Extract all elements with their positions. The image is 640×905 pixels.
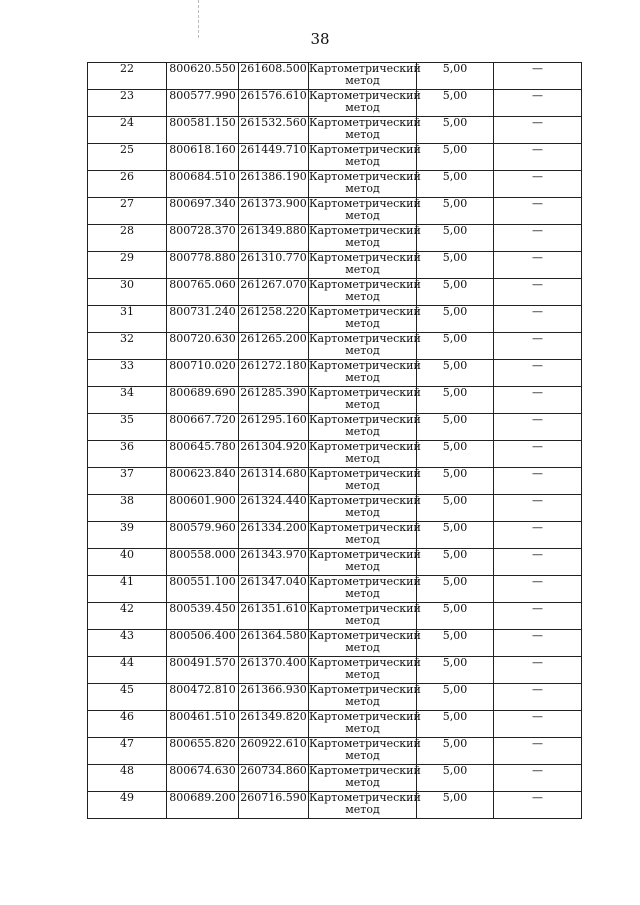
method-cell — [309, 170, 421, 198]
table-row — [88, 522, 582, 549]
table-row — [88, 603, 582, 630]
method-cell — [309, 656, 421, 684]
point-number-cell: 45 — [88, 684, 167, 711]
method-line: Картометрический — [309, 386, 421, 399]
point-number-cell: 23 — [88, 90, 167, 117]
method-cell — [309, 386, 421, 414]
method-line: Картометрический — [309, 656, 421, 669]
method-cell — [309, 467, 421, 495]
y-coordinate-cell: 261351.610 — [239, 603, 309, 630]
point-number-cell: 24 — [88, 117, 167, 144]
x-coordinate-cell: 800558.000 — [167, 549, 239, 576]
method-line: метод — [345, 452, 380, 465]
accuracy-cell: 5,00 — [417, 549, 494, 576]
point-number-cell: 39 — [88, 522, 167, 549]
method-cell — [309, 791, 421, 819]
method-cell — [309, 143, 421, 171]
method-cell — [309, 305, 421, 333]
accuracy-cell: 5,00 — [417, 252, 494, 279]
table-row — [88, 468, 582, 495]
y-coordinate-cell: 260734.860 — [239, 765, 309, 792]
method-cell — [309, 62, 421, 90]
method-line: Картометрический — [309, 683, 421, 696]
method-line: метод — [345, 614, 380, 627]
table-row — [88, 414, 582, 441]
table-row — [88, 657, 582, 684]
table-row — [88, 630, 582, 657]
y-coordinate-cell: 261304.920 — [239, 441, 309, 468]
method-line: метод — [345, 155, 380, 168]
method-line: метод — [345, 101, 380, 114]
method-cell — [309, 413, 421, 441]
method-line: Картометрический — [309, 791, 421, 804]
coordinates-table — [87, 62, 582, 819]
x-coordinate-cell: 800655.820 — [167, 738, 239, 765]
point-number-cell: 36 — [88, 441, 167, 468]
method-line: Картометрический — [309, 737, 421, 750]
accuracy-cell: 5,00 — [417, 738, 494, 765]
method-line: Картометрический — [309, 332, 421, 345]
y-coordinate-cell: 261364.580 — [239, 630, 309, 657]
accuracy-cell: 5,00 — [417, 576, 494, 603]
method-cell — [309, 251, 421, 279]
table-row — [88, 90, 582, 117]
point-number-cell: 38 — [88, 495, 167, 522]
x-coordinate-cell: 800697.340 — [167, 198, 239, 225]
x-coordinate-cell: 800461.510 — [167, 711, 239, 738]
method-line: Картометрический — [309, 251, 421, 264]
accuracy-cell: 5,00 — [417, 657, 494, 684]
method-line: Картометрический — [309, 89, 421, 102]
x-coordinate-cell: 800689.200 — [167, 792, 239, 819]
method-line: Картометрический — [309, 602, 421, 615]
method-line: метод — [345, 533, 380, 546]
y-coordinate-cell: 261272.180 — [239, 360, 309, 387]
accuracy-cell: 5,00 — [417, 198, 494, 225]
table-row — [88, 792, 582, 819]
method-line: метод — [345, 506, 380, 519]
x-coordinate-cell: 800620.550 — [167, 63, 239, 90]
description-cell: — — [494, 495, 582, 522]
description-cell: — — [494, 738, 582, 765]
method-line: Картометрический — [309, 494, 421, 507]
x-coordinate-cell: 800667.720 — [167, 414, 239, 441]
method-line: метод — [345, 398, 380, 411]
x-coordinate-cell: 800645.780 — [167, 441, 239, 468]
method-cell — [309, 197, 421, 225]
method-line: Картометрический — [309, 413, 421, 426]
point-number-cell: 46 — [88, 711, 167, 738]
method-line: метод — [345, 290, 380, 303]
method-line: Картометрический — [309, 224, 421, 237]
method-line: метод — [345, 749, 380, 762]
method-line: метод — [345, 344, 380, 357]
description-cell: — — [494, 630, 582, 657]
accuracy-cell: 5,00 — [417, 495, 494, 522]
x-coordinate-cell: 800710.020 — [167, 360, 239, 387]
y-coordinate-cell: 261258.220 — [239, 306, 309, 333]
method-cell — [309, 710, 421, 738]
method-line: Картометрический — [309, 521, 421, 534]
y-coordinate-cell: 261343.970 — [239, 549, 309, 576]
x-coordinate-cell: 800618.160 — [167, 144, 239, 171]
method-cell — [309, 440, 421, 468]
table-row — [88, 171, 582, 198]
method-line: Картометрический — [309, 197, 421, 210]
table-row — [88, 306, 582, 333]
method-cell — [309, 332, 421, 360]
y-coordinate-cell: 261349.880 — [239, 225, 309, 252]
method-line: метод — [345, 425, 380, 438]
method-cell — [309, 683, 421, 711]
accuracy-cell: 5,00 — [417, 387, 494, 414]
method-cell — [309, 575, 421, 603]
x-coordinate-cell: 800765.060 — [167, 279, 239, 306]
accuracy-cell: 5,00 — [417, 603, 494, 630]
y-coordinate-cell: 261386.190 — [239, 171, 309, 198]
method-line: метод — [345, 722, 380, 735]
point-number-cell: 44 — [88, 657, 167, 684]
accuracy-cell: 5,00 — [417, 90, 494, 117]
y-coordinate-cell: 261449.710 — [239, 144, 309, 171]
table-row — [88, 387, 582, 414]
description-cell: — — [494, 144, 582, 171]
point-number-cell: 27 — [88, 198, 167, 225]
accuracy-cell: 5,00 — [417, 225, 494, 252]
accuracy-cell: 5,00 — [417, 333, 494, 360]
y-coordinate-cell: 261608.500 — [239, 63, 309, 90]
table-row — [88, 495, 582, 522]
point-number-cell: 43 — [88, 630, 167, 657]
description-cell: — — [494, 117, 582, 144]
y-coordinate-cell: 261576.610 — [239, 90, 309, 117]
method-line: Картометрический — [309, 629, 421, 642]
y-coordinate-cell: 260716.590 — [239, 792, 309, 819]
point-number-cell: 35 — [88, 414, 167, 441]
accuracy-cell: 5,00 — [417, 765, 494, 792]
y-coordinate-cell: 261324.440 — [239, 495, 309, 522]
method-line: Картометрический — [309, 278, 421, 291]
accuracy-cell: 5,00 — [417, 792, 494, 819]
method-line: Картометрический — [309, 548, 421, 561]
y-coordinate-cell: 261314.680 — [239, 468, 309, 495]
method-line: Картометрический — [309, 575, 421, 588]
method-line: метод — [345, 641, 380, 654]
method-cell — [309, 548, 421, 576]
x-coordinate-cell: 800623.840 — [167, 468, 239, 495]
method-line: Картометрический — [309, 764, 421, 777]
method-line: метод — [345, 209, 380, 222]
accuracy-cell: 5,00 — [417, 684, 494, 711]
y-coordinate-cell: 260922.610 — [239, 738, 309, 765]
point-number-cell: 32 — [88, 333, 167, 360]
point-number-cell: 31 — [88, 306, 167, 333]
method-cell — [309, 278, 421, 306]
point-number-cell: 34 — [88, 387, 167, 414]
method-line: метод — [345, 317, 380, 330]
accuracy-cell: 5,00 — [417, 63, 494, 90]
table-row — [88, 549, 582, 576]
x-coordinate-cell: 800689.690 — [167, 387, 239, 414]
method-line: Картометрический — [309, 116, 421, 129]
x-coordinate-cell: 800506.400 — [167, 630, 239, 657]
y-coordinate-cell: 261349.820 — [239, 711, 309, 738]
method-cell — [309, 764, 421, 792]
table-row — [88, 684, 582, 711]
accuracy-cell: 5,00 — [417, 522, 494, 549]
page-number: 38 — [310, 30, 330, 48]
x-coordinate-cell: 800684.510 — [167, 171, 239, 198]
table-row — [88, 63, 582, 90]
point-number-cell: 28 — [88, 225, 167, 252]
y-coordinate-cell: 261347.040 — [239, 576, 309, 603]
x-coordinate-cell: 800491.570 — [167, 657, 239, 684]
description-cell: — — [494, 360, 582, 387]
accuracy-cell: 5,00 — [417, 171, 494, 198]
table-row — [88, 225, 582, 252]
x-coordinate-cell: 800579.960 — [167, 522, 239, 549]
x-coordinate-cell: 800778.880 — [167, 252, 239, 279]
description-cell: — — [494, 333, 582, 360]
method-cell — [309, 359, 421, 387]
accuracy-cell: 5,00 — [417, 117, 494, 144]
point-number-cell: 29 — [88, 252, 167, 279]
description-cell: — — [494, 684, 582, 711]
description-cell: — — [494, 225, 582, 252]
point-number-cell: 26 — [88, 171, 167, 198]
description-cell: — — [494, 549, 582, 576]
description-cell: — — [494, 765, 582, 792]
y-coordinate-cell: 261370.400 — [239, 657, 309, 684]
description-cell: — — [494, 603, 582, 630]
method-line: Картометрический — [309, 305, 421, 318]
description-cell: — — [494, 252, 582, 279]
accuracy-cell: 5,00 — [417, 279, 494, 306]
table-row — [88, 117, 582, 144]
x-coordinate-cell: 800728.370 — [167, 225, 239, 252]
method-line: Картометрический — [309, 467, 421, 480]
method-line: метод — [345, 236, 380, 249]
table-row — [88, 279, 582, 306]
point-number-cell: 37 — [88, 468, 167, 495]
y-coordinate-cell: 261267.070 — [239, 279, 309, 306]
table-row — [88, 333, 582, 360]
description-cell: — — [494, 657, 582, 684]
table-row — [88, 360, 582, 387]
method-line: Картометрический — [309, 710, 421, 723]
method-line: Картометрический — [309, 359, 421, 372]
method-line: метод — [345, 668, 380, 681]
accuracy-cell: 5,00 — [417, 306, 494, 333]
description-cell: — — [494, 522, 582, 549]
description-cell: — — [494, 198, 582, 225]
point-number-cell: 30 — [88, 279, 167, 306]
point-number-cell: 40 — [88, 549, 167, 576]
method-line: Картометрический — [309, 143, 421, 156]
table-row — [88, 738, 582, 765]
point-number-cell: 25 — [88, 144, 167, 171]
description-cell: — — [494, 441, 582, 468]
x-coordinate-cell: 800601.900 — [167, 495, 239, 522]
y-coordinate-cell: 261532.560 — [239, 117, 309, 144]
point-number-cell: 42 — [88, 603, 167, 630]
method-line: метод — [345, 695, 380, 708]
table-row — [88, 441, 582, 468]
table-row — [88, 198, 582, 225]
method-line: метод — [345, 263, 380, 276]
x-coordinate-cell: 800551.100 — [167, 576, 239, 603]
accuracy-cell: 5,00 — [417, 414, 494, 441]
method-cell — [309, 116, 421, 144]
table-row — [88, 576, 582, 603]
description-cell: — — [494, 171, 582, 198]
method-cell — [309, 629, 421, 657]
method-line: метод — [345, 371, 380, 384]
y-coordinate-cell: 261373.900 — [239, 198, 309, 225]
method-line: метод — [345, 803, 380, 816]
x-coordinate-cell: 800581.150 — [167, 117, 239, 144]
method-cell — [309, 737, 421, 765]
table-row — [88, 711, 582, 738]
description-cell: — — [494, 468, 582, 495]
y-coordinate-cell: 261265.200 — [239, 333, 309, 360]
method-cell — [309, 494, 421, 522]
x-coordinate-cell: 800731.240 — [167, 306, 239, 333]
description-cell: — — [494, 63, 582, 90]
method-cell — [309, 89, 421, 117]
accuracy-cell: 5,00 — [417, 144, 494, 171]
x-coordinate-cell: 800472.810 — [167, 684, 239, 711]
description-cell: — — [494, 306, 582, 333]
method-cell — [309, 602, 421, 630]
table-row — [88, 765, 582, 792]
table-row — [88, 252, 582, 279]
description-cell: — — [494, 792, 582, 819]
x-coordinate-cell: 800539.450 — [167, 603, 239, 630]
accuracy-cell: 5,00 — [417, 711, 494, 738]
coordinates-table-body — [88, 63, 582, 819]
description-cell: — — [494, 387, 582, 414]
description-cell: — — [494, 90, 582, 117]
method-line: Картометрический — [309, 440, 421, 453]
description-cell: — — [494, 711, 582, 738]
method-cell — [309, 224, 421, 252]
accuracy-cell: 5,00 — [417, 360, 494, 387]
method-line: метод — [345, 776, 380, 789]
method-line: Картометрический — [309, 170, 421, 183]
method-cell — [309, 521, 421, 549]
description-cell: — — [494, 279, 582, 306]
method-line: Картометрический — [309, 62, 421, 75]
method-line: метод — [345, 479, 380, 492]
accuracy-cell: 5,00 — [417, 468, 494, 495]
point-number-cell: 48 — [88, 765, 167, 792]
x-coordinate-cell: 800577.990 — [167, 90, 239, 117]
point-number-cell: 22 — [88, 63, 167, 90]
point-number-cell: 41 — [88, 576, 167, 603]
method-line: метод — [345, 128, 380, 141]
accuracy-cell: 5,00 — [417, 441, 494, 468]
y-coordinate-cell: 261285.390 — [239, 387, 309, 414]
x-coordinate-cell: 800674.630 — [167, 765, 239, 792]
method-line: метод — [345, 560, 380, 573]
y-coordinate-cell: 261366.930 — [239, 684, 309, 711]
table-row — [88, 144, 582, 171]
description-cell: — — [494, 414, 582, 441]
method-line: метод — [345, 74, 380, 87]
point-number-cell: 33 — [88, 360, 167, 387]
accuracy-cell: 5,00 — [417, 630, 494, 657]
point-number-cell: 49 — [88, 792, 167, 819]
method-line: метод — [345, 182, 380, 195]
y-coordinate-cell: 261334.200 — [239, 522, 309, 549]
point-number-cell: 47 — [88, 738, 167, 765]
y-coordinate-cell: 261295.160 — [239, 414, 309, 441]
description-cell: — — [494, 576, 582, 603]
method-line: метод — [345, 587, 380, 600]
x-coordinate-cell: 800720.630 — [167, 333, 239, 360]
y-coordinate-cell: 261310.770 — [239, 252, 309, 279]
